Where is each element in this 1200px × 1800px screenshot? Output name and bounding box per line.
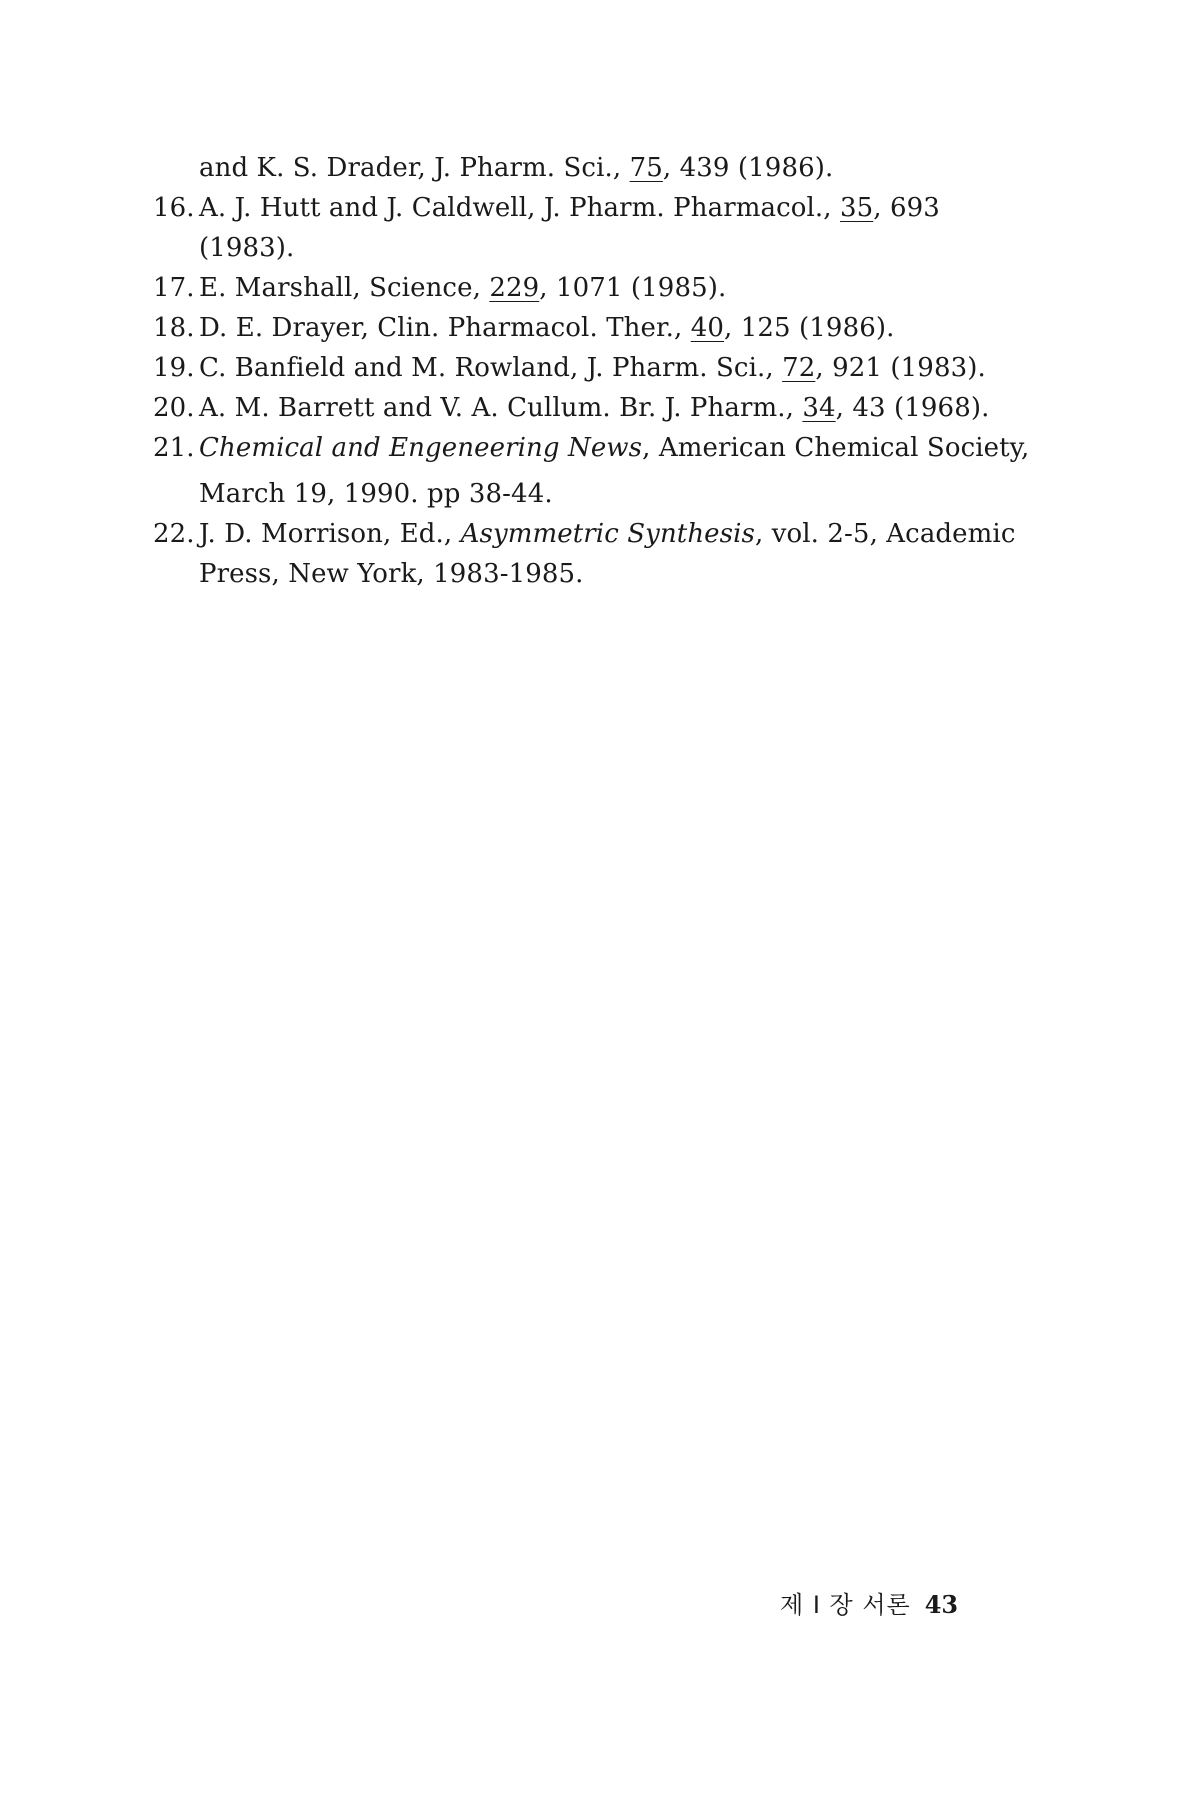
reference-text: D. E. Drayer, Clin. Pharmacol. Ther., [199,313,691,343]
reference-number: 21. [153,433,195,463]
reference-volume: 72 [782,353,816,383]
reference-item-18 [153,308,1033,348]
reference-text: , 125 (1986). [724,313,895,343]
reference-item-22 [153,514,1033,594]
reference-item-20 [153,388,1033,428]
reference-text: and K. S. Drader, J. Pharm. Sci., [199,153,630,183]
page-footer [780,1585,958,1620]
chapter-label: 제 I 장 서론 [780,1591,911,1619]
page-number: 43 [924,1590,959,1619]
reference-text: , 693 (1983). [199,193,940,263]
reference-number: 18. [153,313,195,343]
reference-text: C. Banfield and M. Rowland, J. Pharm. Sci., [199,353,783,383]
reference-text: , American Chemical Society, [642,433,1030,463]
reference-number: 19. [153,353,195,383]
reference-volume: 34 [802,393,836,423]
reference-text: E. Marshall, Science, [199,273,490,303]
reference-text: , 1071 (1985). [539,273,727,303]
reference-number: 17. [153,273,195,303]
reference-italic-title: Asymmetric Synthesis [460,519,755,549]
reference-volume: 75 [629,153,663,183]
reference-text: J. D. Morrison, Ed., [199,519,461,549]
reference-volume: 229 [489,273,540,303]
reference-text: , 43 (1968). [835,393,990,423]
reference-text: A. M. Barrett and V. A. Cullum. Br. J. Pharm., [199,393,803,423]
reference-volume: 40 [690,313,725,343]
reference-text-line2: March 19, 1990. pp 38-44. [199,479,553,509]
reference-italic-title: Chemical and Engeneering News [199,433,643,463]
reference-item-17 [153,268,1033,308]
reference-text: , vol. 2-5, Academic Press, New York, 1983-1985. [199,519,1016,589]
reference-text: , 921 (1983). [815,353,986,383]
reference-item-16 [153,188,1033,268]
reference-list [153,148,1033,594]
reference-continuation [153,148,1033,188]
reference-item-19 [153,348,1033,388]
reference-number: 20. [153,393,195,423]
reference-text: , 439 (1986). [662,153,834,183]
reference-text: A. J. Hutt and J. Caldwell, J. Pharm. Pharmacol., [199,193,840,223]
reference-number: 16. [153,193,195,223]
reference-number: 22. [153,519,195,549]
reference-item-21 [153,428,1033,514]
reference-volume: 35 [840,193,874,223]
